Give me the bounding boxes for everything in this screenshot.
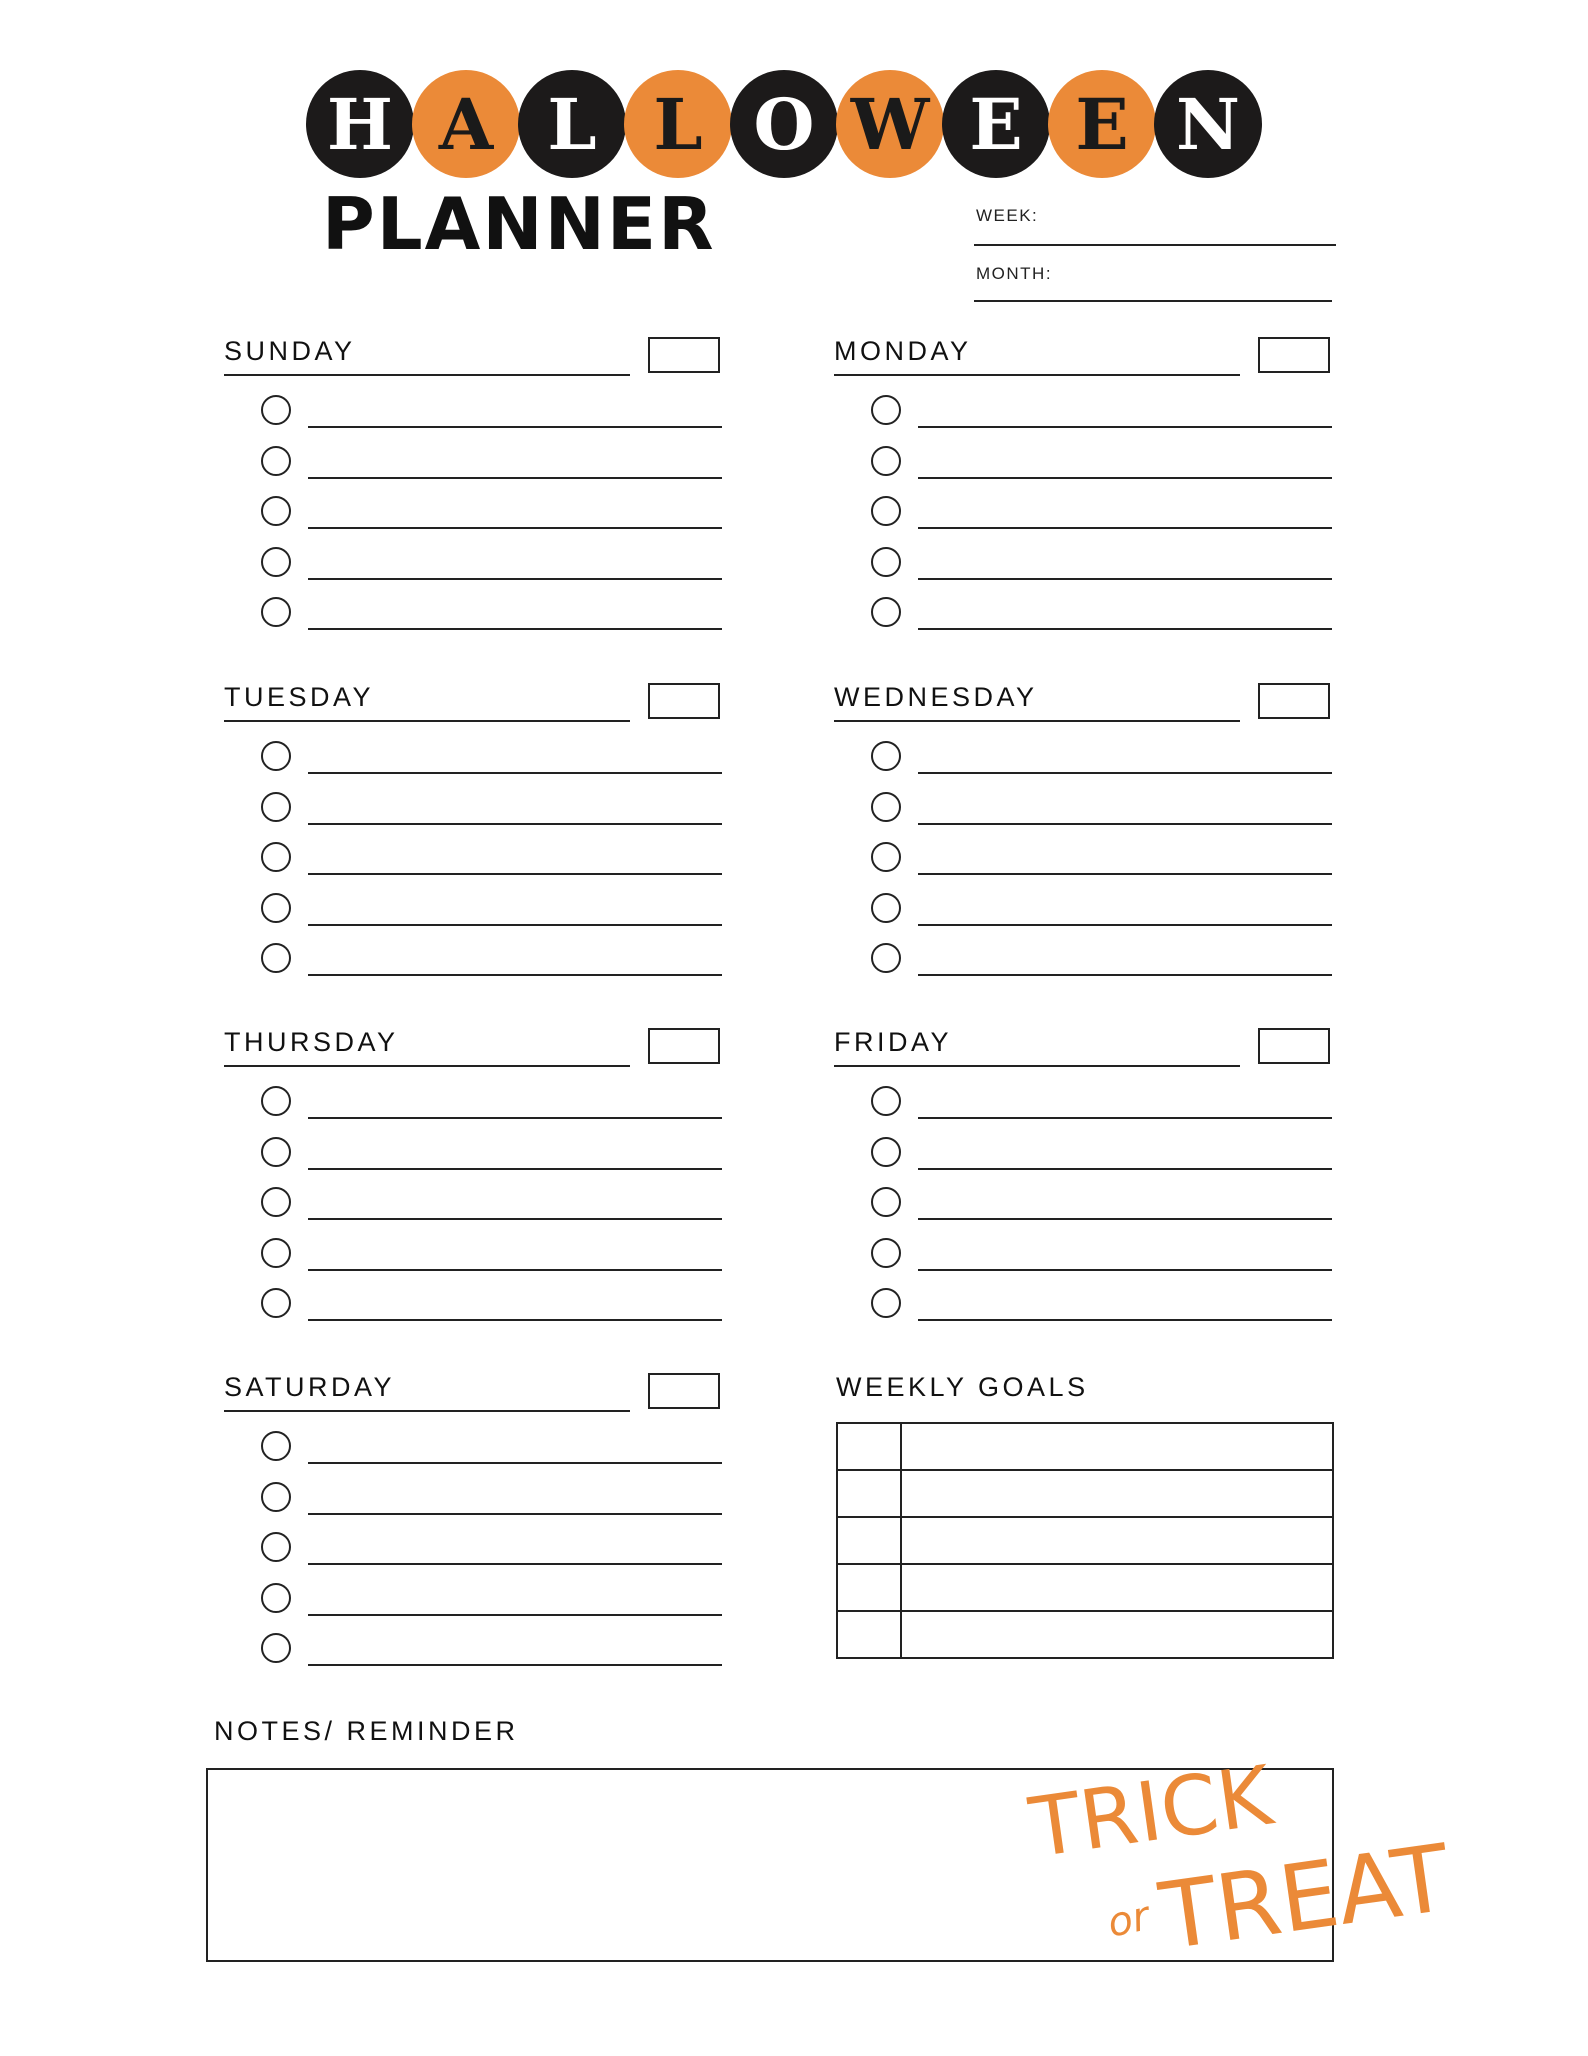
task-checkbox[interactable] bbox=[871, 1187, 901, 1217]
task-checkbox[interactable] bbox=[261, 893, 291, 923]
task-checkbox[interactable] bbox=[261, 1238, 291, 1268]
task-checkbox[interactable] bbox=[261, 1137, 291, 1167]
task-checkbox[interactable] bbox=[261, 1086, 291, 1116]
date-box[interactable] bbox=[1258, 337, 1330, 373]
task-line[interactable] bbox=[308, 1117, 722, 1119]
day-underline bbox=[834, 1065, 1240, 1067]
title-letter: L bbox=[624, 70, 732, 178]
task-line[interactable] bbox=[308, 1513, 722, 1515]
task-checkbox[interactable] bbox=[261, 1431, 291, 1461]
task-checkbox[interactable] bbox=[261, 943, 291, 973]
task-line[interactable] bbox=[918, 426, 1332, 428]
task-line[interactable] bbox=[918, 628, 1332, 630]
task-checkbox[interactable] bbox=[261, 1482, 291, 1512]
goal-check-cell[interactable] bbox=[837, 1470, 901, 1517]
goal-text-cell[interactable] bbox=[901, 1517, 1333, 1564]
goal-row bbox=[837, 1611, 1333, 1658]
task-line[interactable] bbox=[308, 873, 722, 875]
date-box[interactable] bbox=[648, 1373, 720, 1409]
notes-heading: NOTES/ REMINDER bbox=[214, 1716, 519, 1746]
day-heading-tuesday: TUESDAY bbox=[224, 682, 375, 712]
task-line[interactable] bbox=[308, 1462, 722, 1464]
task-checkbox[interactable] bbox=[261, 446, 291, 476]
task-line[interactable] bbox=[308, 924, 722, 926]
task-checkbox[interactable] bbox=[871, 842, 901, 872]
title-letter: E bbox=[1048, 70, 1156, 178]
goal-text-cell[interactable] bbox=[901, 1564, 1333, 1611]
task-line[interactable] bbox=[918, 1168, 1332, 1170]
goal-row bbox=[837, 1423, 1333, 1470]
task-checkbox[interactable] bbox=[871, 597, 901, 627]
task-checkbox[interactable] bbox=[871, 893, 901, 923]
goal-text-cell[interactable] bbox=[901, 1423, 1333, 1470]
task-line[interactable] bbox=[308, 1218, 722, 1220]
task-checkbox[interactable] bbox=[261, 741, 291, 771]
task-checkbox[interactable] bbox=[871, 496, 901, 526]
goal-check-cell[interactable] bbox=[837, 1564, 901, 1611]
day-heading-thursday: THURSDAY bbox=[224, 1027, 399, 1057]
goal-check-cell[interactable] bbox=[837, 1517, 901, 1564]
task-line[interactable] bbox=[918, 1218, 1332, 1220]
task-checkbox[interactable] bbox=[261, 1532, 291, 1562]
title-letter: L bbox=[518, 70, 626, 178]
goal-row bbox=[837, 1564, 1333, 1611]
task-checkbox[interactable] bbox=[261, 842, 291, 872]
task-checkbox[interactable] bbox=[261, 547, 291, 577]
task-line[interactable] bbox=[918, 772, 1332, 774]
day-underline bbox=[224, 1065, 630, 1067]
task-line[interactable] bbox=[308, 772, 722, 774]
day-heading-monday: MONDAY bbox=[834, 336, 972, 366]
task-checkbox[interactable] bbox=[871, 547, 901, 577]
day-underline bbox=[224, 720, 630, 722]
task-line[interactable] bbox=[308, 823, 722, 825]
treat-text: TREAT bbox=[1153, 1824, 1457, 1971]
task-checkbox[interactable] bbox=[871, 446, 901, 476]
date-box[interactable] bbox=[648, 337, 720, 373]
title-letter: H bbox=[306, 70, 414, 178]
task-checkbox[interactable] bbox=[261, 496, 291, 526]
task-line[interactable] bbox=[308, 1168, 722, 1170]
goal-text-cell[interactable] bbox=[901, 1470, 1333, 1517]
goal-check-cell[interactable] bbox=[837, 1423, 901, 1470]
goal-check-cell[interactable] bbox=[837, 1611, 901, 1658]
task-line[interactable] bbox=[918, 1117, 1332, 1119]
day-heading-friday: FRIDAY bbox=[834, 1027, 953, 1057]
task-line[interactable] bbox=[308, 1269, 722, 1271]
or-text: or bbox=[1103, 1893, 1154, 1947]
day-heading-wednesday: WEDNESDAY bbox=[834, 682, 1038, 712]
day-underline bbox=[834, 374, 1240, 376]
task-line[interactable] bbox=[308, 974, 722, 976]
date-box[interactable] bbox=[1258, 683, 1330, 719]
task-checkbox[interactable] bbox=[871, 1288, 901, 1318]
task-checkbox[interactable] bbox=[871, 395, 901, 425]
task-checkbox[interactable] bbox=[871, 792, 901, 822]
weekly-goals-heading: WEEKLY GOALS bbox=[836, 1372, 1089, 1402]
goal-row bbox=[837, 1517, 1333, 1564]
title-letter: N bbox=[1154, 70, 1262, 178]
task-line[interactable] bbox=[308, 527, 722, 529]
task-checkbox[interactable] bbox=[871, 1086, 901, 1116]
task-checkbox[interactable] bbox=[871, 1137, 901, 1167]
task-line[interactable] bbox=[918, 1269, 1332, 1271]
task-line[interactable] bbox=[308, 1319, 722, 1321]
day-underline bbox=[224, 374, 630, 376]
task-checkbox[interactable] bbox=[261, 1187, 291, 1217]
goal-text-cell[interactable] bbox=[901, 1611, 1333, 1658]
title-letter: A bbox=[412, 70, 520, 178]
week-label: WEEK: bbox=[976, 206, 1039, 225]
date-box[interactable] bbox=[648, 683, 720, 719]
task-checkbox[interactable] bbox=[261, 792, 291, 822]
task-checkbox[interactable] bbox=[871, 741, 901, 771]
task-line[interactable] bbox=[308, 1563, 722, 1565]
title-letter: E bbox=[942, 70, 1050, 178]
task-line[interactable] bbox=[918, 527, 1332, 529]
day-heading-saturday: SATURDAY bbox=[224, 1372, 396, 1402]
task-line[interactable] bbox=[308, 1614, 722, 1616]
week-field[interactable] bbox=[974, 244, 1336, 246]
month-label: MONTH: bbox=[976, 264, 1053, 283]
page-title: PLANNER bbox=[322, 182, 716, 266]
day-underline bbox=[224, 1410, 630, 1412]
title-letter: W bbox=[836, 70, 944, 178]
task-line[interactable] bbox=[918, 924, 1332, 926]
task-checkbox[interactable] bbox=[871, 943, 901, 973]
task-checkbox[interactable] bbox=[871, 1238, 901, 1268]
task-checkbox[interactable] bbox=[261, 1288, 291, 1318]
task-checkbox[interactable] bbox=[261, 597, 291, 627]
task-checkbox[interactable] bbox=[261, 395, 291, 425]
task-line[interactable] bbox=[918, 873, 1332, 875]
task-line[interactable] bbox=[308, 1664, 722, 1666]
task-line[interactable] bbox=[918, 578, 1332, 580]
goal-row bbox=[837, 1470, 1333, 1517]
task-line[interactable] bbox=[918, 974, 1332, 976]
task-line[interactable] bbox=[308, 628, 722, 630]
task-checkbox[interactable] bbox=[261, 1633, 291, 1663]
task-line[interactable] bbox=[918, 1319, 1332, 1321]
task-checkbox[interactable] bbox=[261, 1583, 291, 1613]
title-letter: O bbox=[730, 70, 838, 178]
date-box[interactable] bbox=[1258, 1028, 1330, 1064]
trick-text: TRICK bbox=[1024, 1748, 1278, 1877]
task-line[interactable] bbox=[918, 477, 1332, 479]
day-underline bbox=[834, 720, 1240, 722]
task-line[interactable] bbox=[308, 477, 722, 479]
weekly-goals-table bbox=[836, 1422, 1334, 1659]
task-line[interactable] bbox=[308, 578, 722, 580]
month-field[interactable] bbox=[974, 300, 1332, 302]
task-line[interactable] bbox=[308, 426, 722, 428]
date-box[interactable] bbox=[648, 1028, 720, 1064]
task-line[interactable] bbox=[918, 823, 1332, 825]
day-heading-sunday: SUNDAY bbox=[224, 336, 356, 366]
